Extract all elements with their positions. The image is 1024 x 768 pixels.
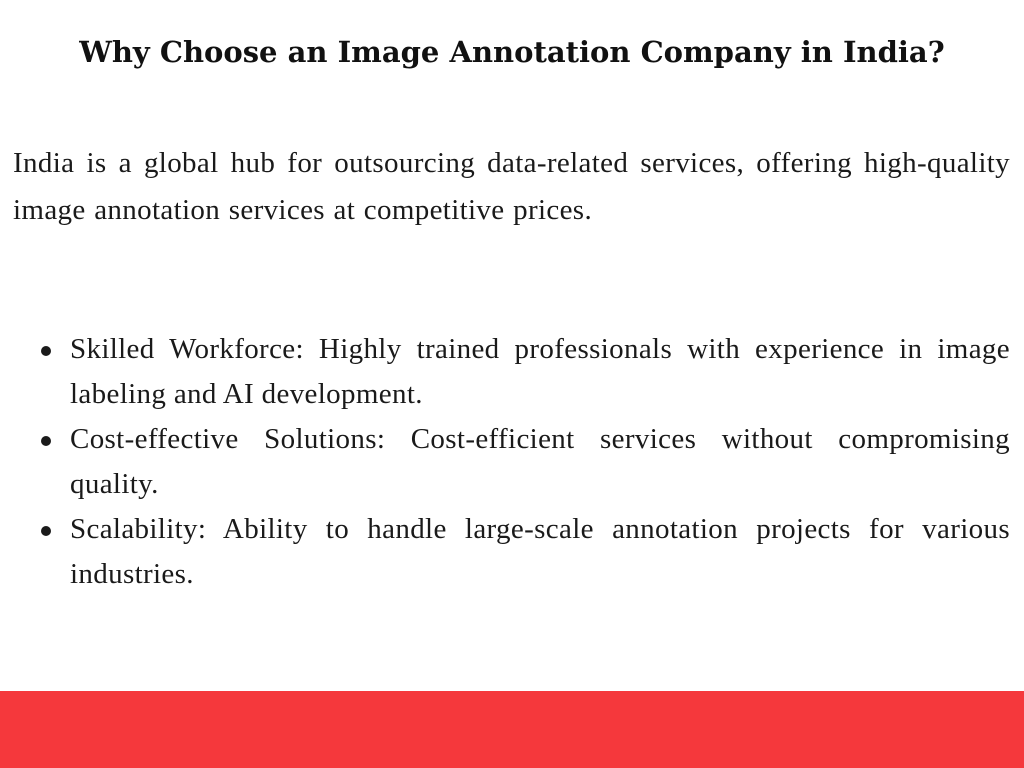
page-title: Why Choose an Image Annotation Company in India?: [79, 35, 945, 69]
bullet-icon: [41, 526, 51, 536]
intro-paragraph: India is a global hub for outsourcing data-related services, offering high-quality image annotation services at competitive prices.: [13, 147, 1010, 226]
list-item-text: Scalability: Ability to handle large-scale annotation projects for various industries.: [70, 513, 1010, 590]
list-item-text: Skilled Workforce: Highly trained professionals with experience in image labeling and AI development.: [70, 333, 1010, 410]
list-item: [13, 327, 1010, 417]
bullet-icon: [41, 436, 51, 446]
list-item: [13, 507, 1010, 597]
list-item: [13, 417, 1010, 507]
bullet-icon: [41, 346, 51, 356]
benefits-list: [13, 327, 1010, 597]
footer-accent-bar: [0, 691, 1024, 768]
list-item-text: Cost-effective Solutions: Cost-efficient services without compromising quality.: [70, 423, 1010, 500]
